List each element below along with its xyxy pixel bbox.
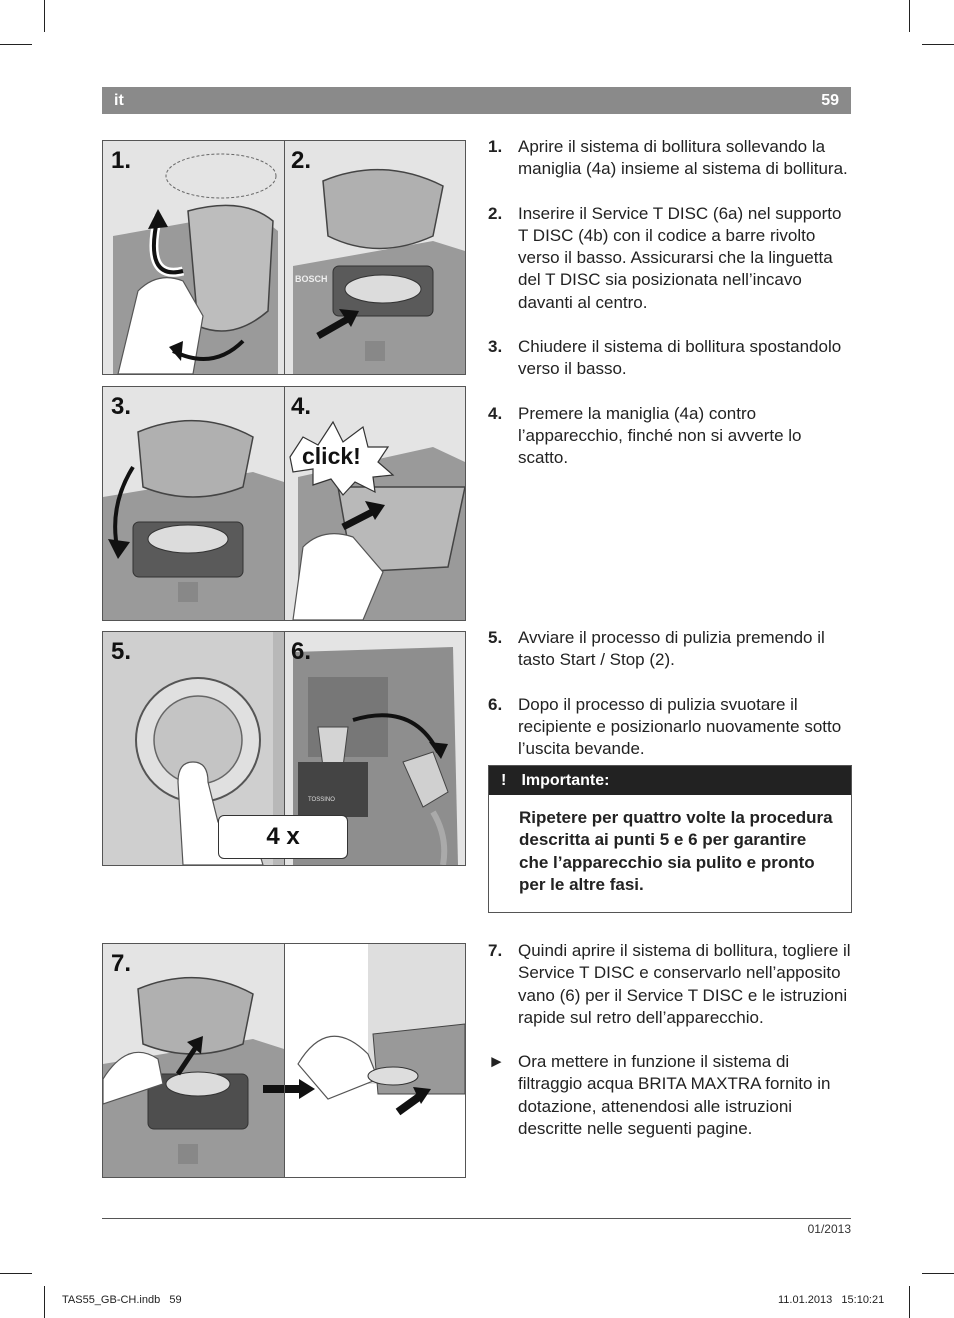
page-header — [102, 87, 851, 114]
page-number: 59 — [821, 92, 839, 109]
item-text: Quindi aprire il sistema di bollitura, togliere il Service T DISC e conservarlo nell’apposito vano (6) per il Service T DISC e le istruzioni rapide sul retro dell’apparecchio. — [518, 941, 851, 1027]
item-text: Dopo il processo di pulizia svuotare il recipiente e posizionarlo nuovamente sotto l’uscita bevande. — [518, 694, 842, 759]
item-number: 2. — [488, 203, 503, 223]
warning-icon: ! — [501, 772, 507, 789]
important-body: Ripetere per quattro volte la procedura descritta ai punti 5 e 6 per garantire che l’apparecchio sia pulito e pronto per le altre fasi. — [519, 808, 833, 894]
list-item — [488, 203, 853, 314]
item-text: Avviare il processo di pulizia premendo il tasto Start / Stop (2). — [518, 628, 825, 670]
panel-divider — [284, 387, 285, 620]
item-number: 7. — [488, 941, 503, 960]
illustration-steps-1-2 — [102, 140, 466, 375]
click-label: click! — [302, 443, 361, 469]
item-text: Inserire il Service T DISC (6a) nel supporto T DISC (4b) con il codice a barre rivolto verso il basso. Assicurarsi che la linguetta del T DISC sia posizionata nell’incavo davanti al centro. — [518, 203, 842, 312]
item-text: Premere la maniglia (4a) contro l’apparecchio, finché non si avverte lo scatto. — [518, 403, 802, 468]
step-number-3: 3. — [111, 393, 132, 420]
crop-mark — [909, 0, 910, 32]
important-header — [489, 766, 851, 795]
crop-mark — [44, 0, 45, 32]
list-item — [488, 136, 853, 181]
panel-divider — [284, 944, 285, 1177]
instructions-steps-1-4 — [488, 136, 853, 470]
list-item — [488, 694, 853, 761]
footer-rule — [102, 1218, 851, 1219]
illustration-step-7 — [102, 943, 466, 1178]
crop-mark — [922, 44, 954, 45]
item-number: 1. — [488, 137, 503, 156]
item-number: 3. — [488, 337, 503, 357]
crop-mark — [0, 44, 32, 45]
item-text: Ora mettere in funzione il sistema di filtraggio acqua BRITA MAXTRA fornito in dotazione, attenendosi alle istruzioni descritte nelle seguenti pagine. — [518, 1052, 831, 1139]
crop-mark — [922, 1273, 954, 1274]
step-number-1: 1. — [111, 147, 132, 174]
step-number-5: 5. — [111, 638, 132, 665]
instructions-step-7 — [488, 940, 853, 1140]
step-number-6: 6. — [291, 638, 312, 665]
repeat-badge: 4 x — [218, 815, 348, 859]
crop-mark — [44, 1286, 45, 1318]
illustration-steps-3-4 — [102, 386, 466, 621]
important-notice — [488, 765, 852, 913]
list-item — [488, 1051, 853, 1140]
item-text: Aprire il sistema di bollitura sollevando la maniglia (4a) insieme al sistema di bollitura. — [518, 137, 848, 179]
language-code: it — [114, 92, 124, 109]
step-number-4: 4. — [291, 393, 312, 420]
panel-divider — [284, 141, 285, 374]
crop-mark — [909, 1286, 910, 1318]
item-number: 5. — [488, 628, 503, 647]
bullet-arrow-icon: ► — [488, 1052, 505, 1072]
print-slug-timestamp: 11.01.2013 15:10:21 — [778, 1294, 885, 1306]
step-number-7: 7. — [111, 950, 132, 977]
list-item — [488, 403, 853, 470]
print-slug-file: TAS55_GB-CH.indb 59 — [62, 1294, 182, 1306]
list-item — [488, 940, 853, 1029]
item-number: 6. — [488, 694, 503, 714]
item-number: 4. — [488, 403, 503, 423]
step-number-2: 2. — [291, 147, 312, 174]
item-text: Chiudere il sistema di bollitura spostandolo verso il basso. — [518, 337, 842, 379]
disc-label: TOSSINO — [308, 797, 335, 803]
list-item — [488, 336, 853, 381]
important-title: Importante: — [521, 772, 610, 789]
list-item — [488, 627, 853, 672]
footer-date: 01/2013 — [807, 1222, 851, 1236]
brand-logo: BOSCH — [295, 274, 328, 284]
crop-mark — [0, 1273, 32, 1274]
instructions-steps-5-6 — [488, 627, 853, 760]
